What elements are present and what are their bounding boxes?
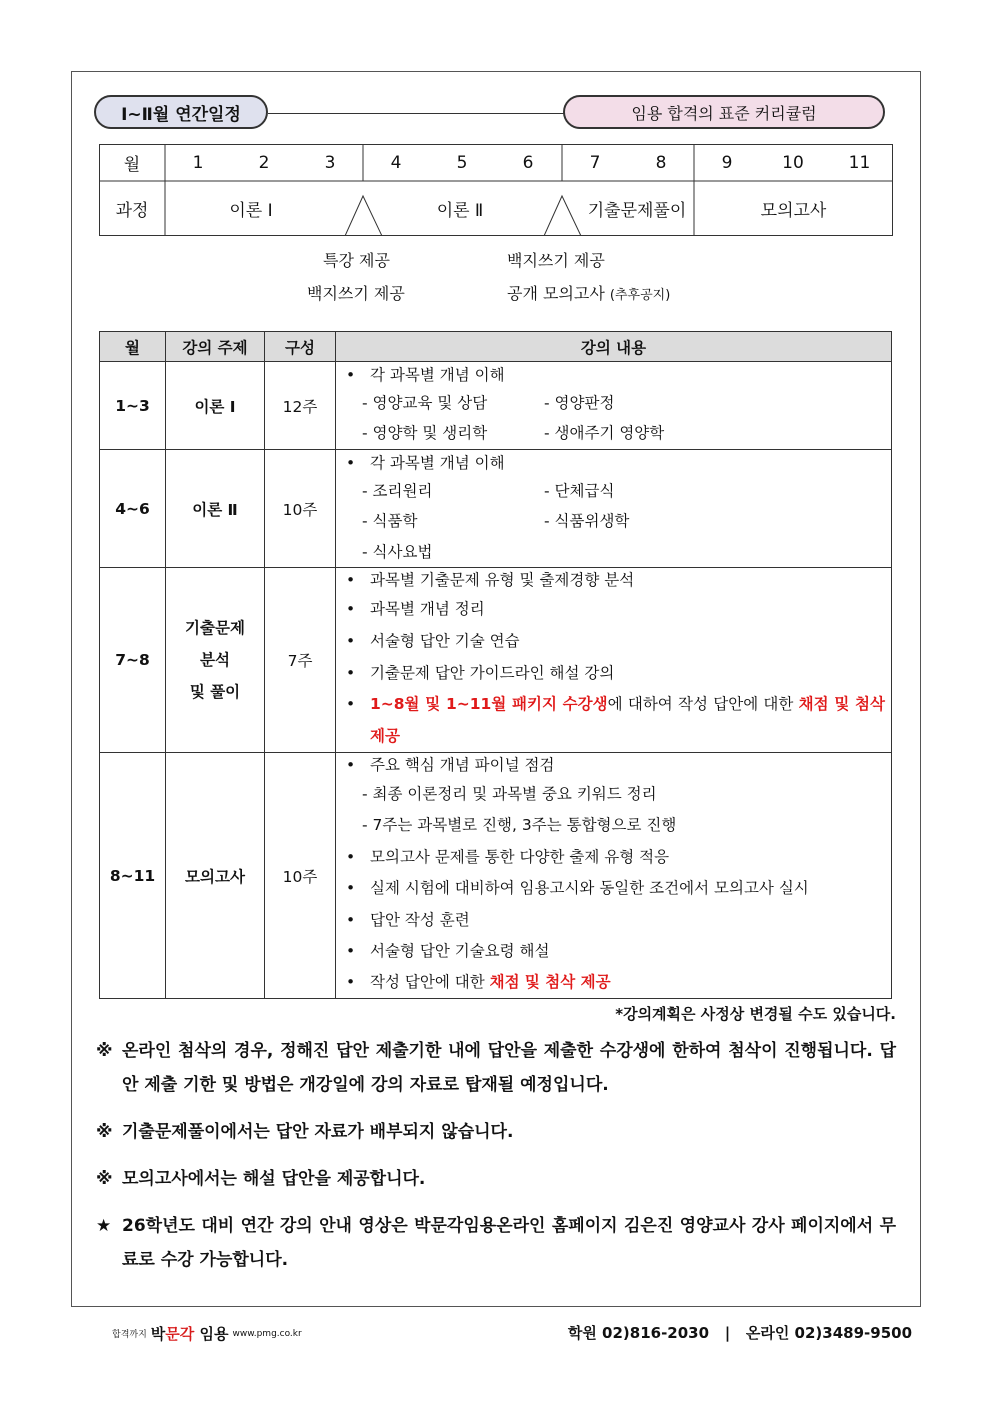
schedule-table	[99, 144, 893, 236]
content-bullet: • 실제 시험에 대비하여 임용고시와 동일한 조건에서 모의고사 실시	[344, 873, 885, 904]
special-note: 공개 모의고사 (추후공지)	[507, 284, 671, 303]
phase-header: 과정	[115, 201, 149, 221]
content-sub: - 영양학 및 생리학 - 생애주기 영양학	[362, 424, 665, 442]
month-cell: 9	[721, 152, 733, 173]
month-cell: 1	[192, 152, 204, 173]
section-subtitle: 임용 합격의 표준 커리큘럼	[563, 95, 885, 129]
content-bullet: • 모의고사 문제를 통한 다양한 출제 유형 적응	[344, 841, 885, 873]
month-cell: 3	[324, 152, 336, 173]
month-cell: 6	[522, 152, 534, 173]
month-cell: 5	[456, 152, 468, 173]
row-month: 8~11	[100, 753, 166, 999]
content-sub: - 최종 이론정리 및 과목별 중요 키워드 정리	[362, 785, 657, 803]
content-bullet: • 서술형 답안 기술 연습	[344, 625, 885, 657]
course-table	[99, 331, 892, 999]
month-cell: 4	[390, 152, 402, 173]
table-header-row	[100, 332, 892, 362]
column-header: 구성	[265, 332, 336, 362]
phase-cell: 모의고사	[760, 201, 827, 221]
row-month: 1~3	[100, 362, 166, 450]
content-bullet-highlight: • 작성 답안에 대한 채점 및 첨삭 제공	[344, 967, 885, 998]
content-bullet: • 답안 작성 훈련	[344, 904, 885, 936]
row-content	[336, 362, 892, 450]
month-cell: 8	[655, 152, 667, 173]
month-header: 월	[123, 155, 141, 175]
row-weeks: 7주	[265, 568, 336, 753]
row-topic: 모의고사	[166, 753, 265, 999]
row-weeks: 10주	[265, 753, 336, 999]
content-sub: - 식사요법	[362, 543, 433, 561]
notes-section	[96, 1034, 896, 1277]
brand-name: 박문각 임용	[150, 1325, 229, 1343]
special-note: 백지쓰기 제공	[507, 251, 605, 270]
row-content	[336, 753, 892, 999]
note-item: ※ 기출문제풀이에서는 답안 자료가 배부되지 않습니다.	[96, 1122, 514, 1142]
content-bullet: • 주요 핵심 개념 파이널 점검	[344, 753, 885, 778]
content-bullet: • 각 과목별 개념 이해	[344, 450, 885, 476]
month-cell: 10	[782, 152, 804, 173]
content-sub: - 영양교육 및 상담 - 영양판정	[362, 394, 615, 412]
column-header: 월	[100, 332, 166, 362]
content-sub: - 식품학 - 식품위생학	[362, 512, 630, 530]
content-sub: - 조리원리 - 단체급식	[362, 482, 615, 500]
row-weeks: 12주	[265, 362, 336, 450]
section-title: Ⅰ~Ⅱ월 연간일정	[94, 95, 268, 129]
phase-cell: 이론 Ⅰ	[229, 201, 273, 221]
row-content	[336, 450, 892, 568]
note-item: ★ 26학년도 대비 연간 강의 안내 영상은 박문각임용온라인 홈페이지 김은진 영양교사 강사 페이지에서 무료로 수강 가능합니다.	[96, 1216, 896, 1270]
special-note: 특강 제공	[323, 251, 390, 270]
column-header: 강의 주제	[166, 332, 265, 362]
row-topic: 이론 Ⅱ	[166, 450, 265, 568]
content-bullet: • 과목별 기출문제 유형 및 출제경향 분석	[344, 568, 885, 593]
footer-contact: 학원 02)816-2030 | 온라인 02)3489-9500	[567, 1324, 912, 1342]
footnote: *강의계획은 사정상 변경될 수도 있습니다.	[615, 1005, 896, 1023]
month-cell: 2	[258, 152, 270, 173]
table-row	[100, 753, 892, 999]
table-row	[100, 362, 892, 450]
month-cell: 7	[589, 152, 601, 173]
row-weeks: 10주	[265, 450, 336, 568]
content-bullet: • 각 과목별 개념 이해	[344, 362, 885, 389]
title-connector-line	[268, 113, 564, 114]
table-row	[100, 450, 892, 568]
row-content	[336, 568, 892, 753]
content-bullet: • 과목별 개념 정리	[344, 593, 885, 625]
content-bullet-highlight: • 1~8월 및 1~11월 패키지 수강생에 대하여 작성 답안에 대한 채점 및 첨삭 제공	[344, 689, 885, 752]
month-cell: 11	[848, 152, 871, 173]
phase-cell: 이론 Ⅱ	[436, 201, 484, 221]
special-note: 백지쓰기 제공	[307, 284, 405, 303]
content-bullet: • 기출문제 답안 가이드라인 해설 강의	[344, 657, 885, 689]
brand-url: www.pmg.co.kr	[232, 1328, 302, 1339]
table-row	[100, 568, 892, 753]
row-topic: 이론 Ⅰ	[166, 362, 265, 450]
note-item: ※ 온라인 첨삭의 경우, 정해진 답안 제출기한 내에 답안을 제출한 수강생에 한하여 첨삭이 진행됩니다. 답안 제출 기한 및 방법은 개강일에 강의 자료로 탑재될 예정입니다.	[96, 1041, 896, 1095]
footer-logo: 합격까지 박문각 임용 www.pmg.co.kr	[112, 1325, 302, 1343]
content-bullet: • 서술형 답안 기술요령 해설	[344, 936, 885, 967]
note-item: ※ 모의고사에서는 해설 답안을 제공합니다.	[96, 1169, 426, 1189]
row-topic: 기출문제 분석 및 풀이	[166, 568, 265, 753]
phase-cell: 기출문제풀이	[587, 201, 687, 221]
column-header: 강의 내용	[336, 332, 892, 362]
row-month: 4~6	[100, 450, 166, 568]
row-month: 7~8	[100, 568, 166, 753]
content-sub: - 7주는 과목별로 진행, 3주는 통합형으로 진행	[362, 816, 677, 834]
